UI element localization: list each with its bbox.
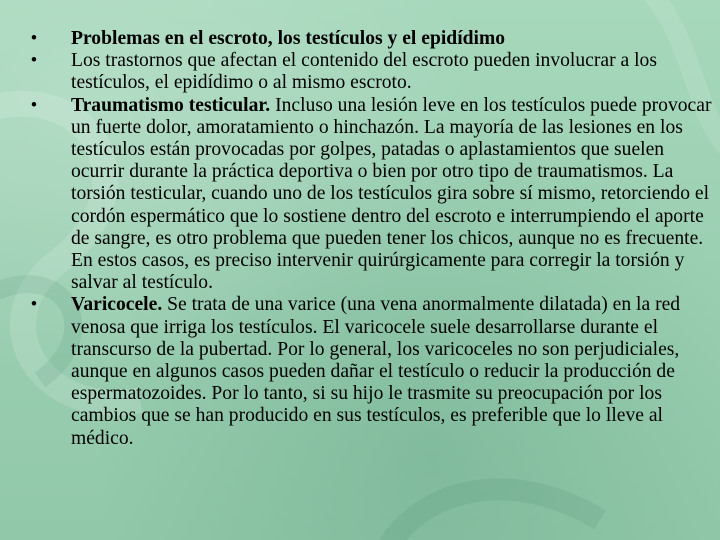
bullet-list — [28, 28, 712, 450]
bullet-heading: Traumatismo testicular. — [71, 94, 271, 116]
bullet-text: Los trastornos que afectan el contenido del escroto pueden involucrar a los testículos, el epidídimo o al mismo escroto. — [71, 50, 657, 94]
bullet-item-traumatismo — [28, 95, 712, 295]
bullet-dot-icon: • — [30, 28, 38, 49]
bullet-item-trastornos — [28, 50, 712, 94]
bullet-heading: Varicocele. — [71, 294, 163, 316]
bullet-dot-icon: • — [30, 294, 38, 316]
bullet-heading: Problemas en el escroto, los testículos y el epidídimo — [71, 28, 506, 49]
bullet-item-varicocele — [28, 294, 712, 449]
bullet-dot-icon: • — [30, 94, 38, 116]
bullet-dot-icon: • — [30, 50, 38, 72]
bullet-item-problemas — [28, 28, 712, 50]
bullet-text: Se trata de una varice (una vena anormalmente dilatada) en la red venosa que irriga los testículos. El varicocele suele desarrollarse durante el transcurso de la pubertad. Por lo general, los varicoceles no son perjudiciales, aunque en algunos casos pueden dañar el testículo o reducir la producción de espermatozoides. Por lo tanto, si su hijo le trasmite su preocupación por los cambios que se han producido en sus testículos, es preferible que lo lleve al médico. — [71, 294, 681, 449]
bullet-text: Incluso una lesión leve en los testículos puede provocar un fuerte dolor, amoratamiento o hinchazón. La mayoría de las lesiones en los testículos están provocadas por golpes, patadas o aplastamientos que suelen ocurrir durante la práctica deportiva o bien por otro tipo de traumatismos. La torsión testicular, cuando uno de los testículos gira sobre sí mismo, retorciendo el cordón espermático que lo sostiene dentro del escroto e interrumpiendo el aporte de sangre, es otro problema que pueden tener los chicos, aunque no es frecuente. En estos casos, es preciso intervenir quirúrgicamente para corregir la torsión y salvar al testículo. — [71, 94, 712, 294]
